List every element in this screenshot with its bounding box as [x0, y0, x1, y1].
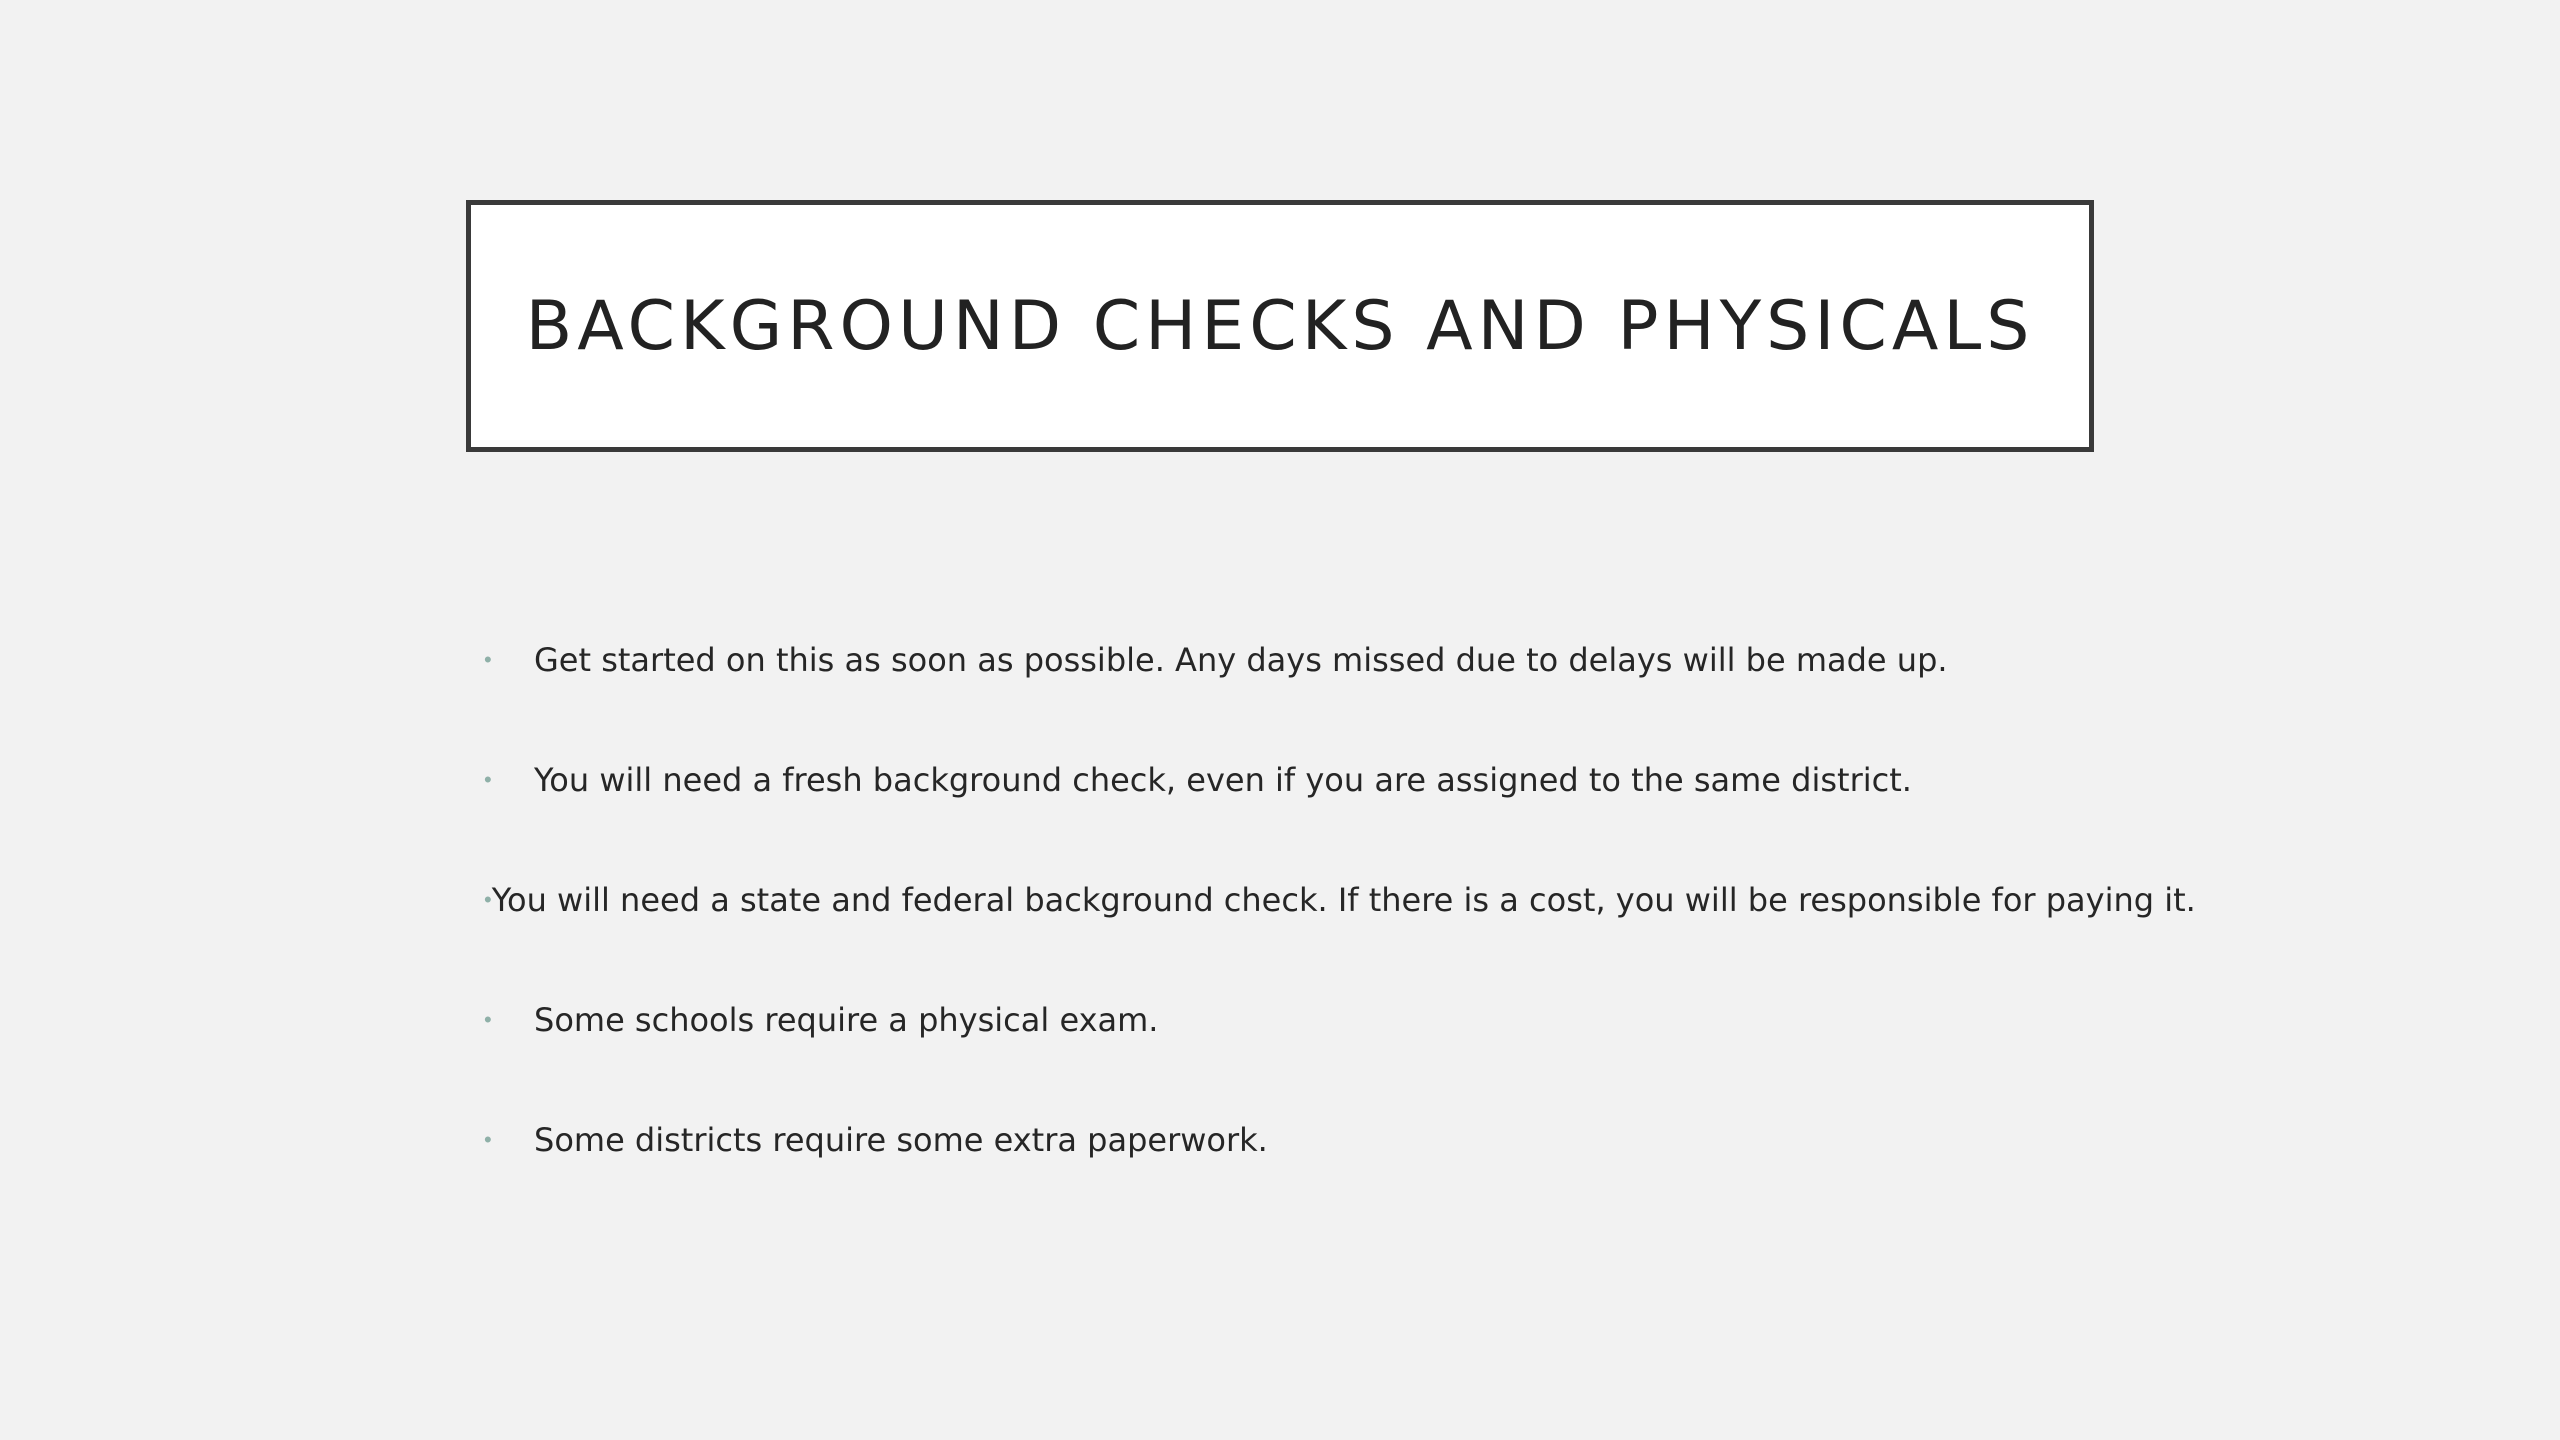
bullet-item [484, 1080, 2084, 1200]
bullet-marker-icon: • [484, 767, 492, 792]
bullet-text: Some districts require some extra paperwork. [534, 1121, 1268, 1159]
bullet-list [484, 600, 2196, 1200]
bullet-text: Get started on this as soon as possible. Any days missed due to delays will be made up. [534, 641, 1948, 679]
bullet-item [484, 840, 2196, 960]
bullet-marker-icon: • [484, 1127, 492, 1152]
bullet-item [484, 600, 2084, 720]
bullet-text: You will need a fresh background check, even if you are assigned to the same district. [534, 761, 1912, 799]
bullet-text: Some schools require a physical exam. [534, 1001, 1159, 1039]
bullet-item [484, 720, 2084, 840]
bullet-item [484, 960, 2084, 1080]
bullet-marker-icon: • [484, 1007, 492, 1032]
bullet-text: You will need a state and federal background check. If there is a cost, you will be responsible for paying it. [491, 881, 2196, 919]
slide-title: BACKGROUND CHECKS AND PHYSICALS [525, 286, 2035, 366]
bullet-marker-icon: • [484, 887, 492, 912]
bullet-marker-icon: • [484, 647, 492, 672]
title-box [466, 200, 2094, 452]
